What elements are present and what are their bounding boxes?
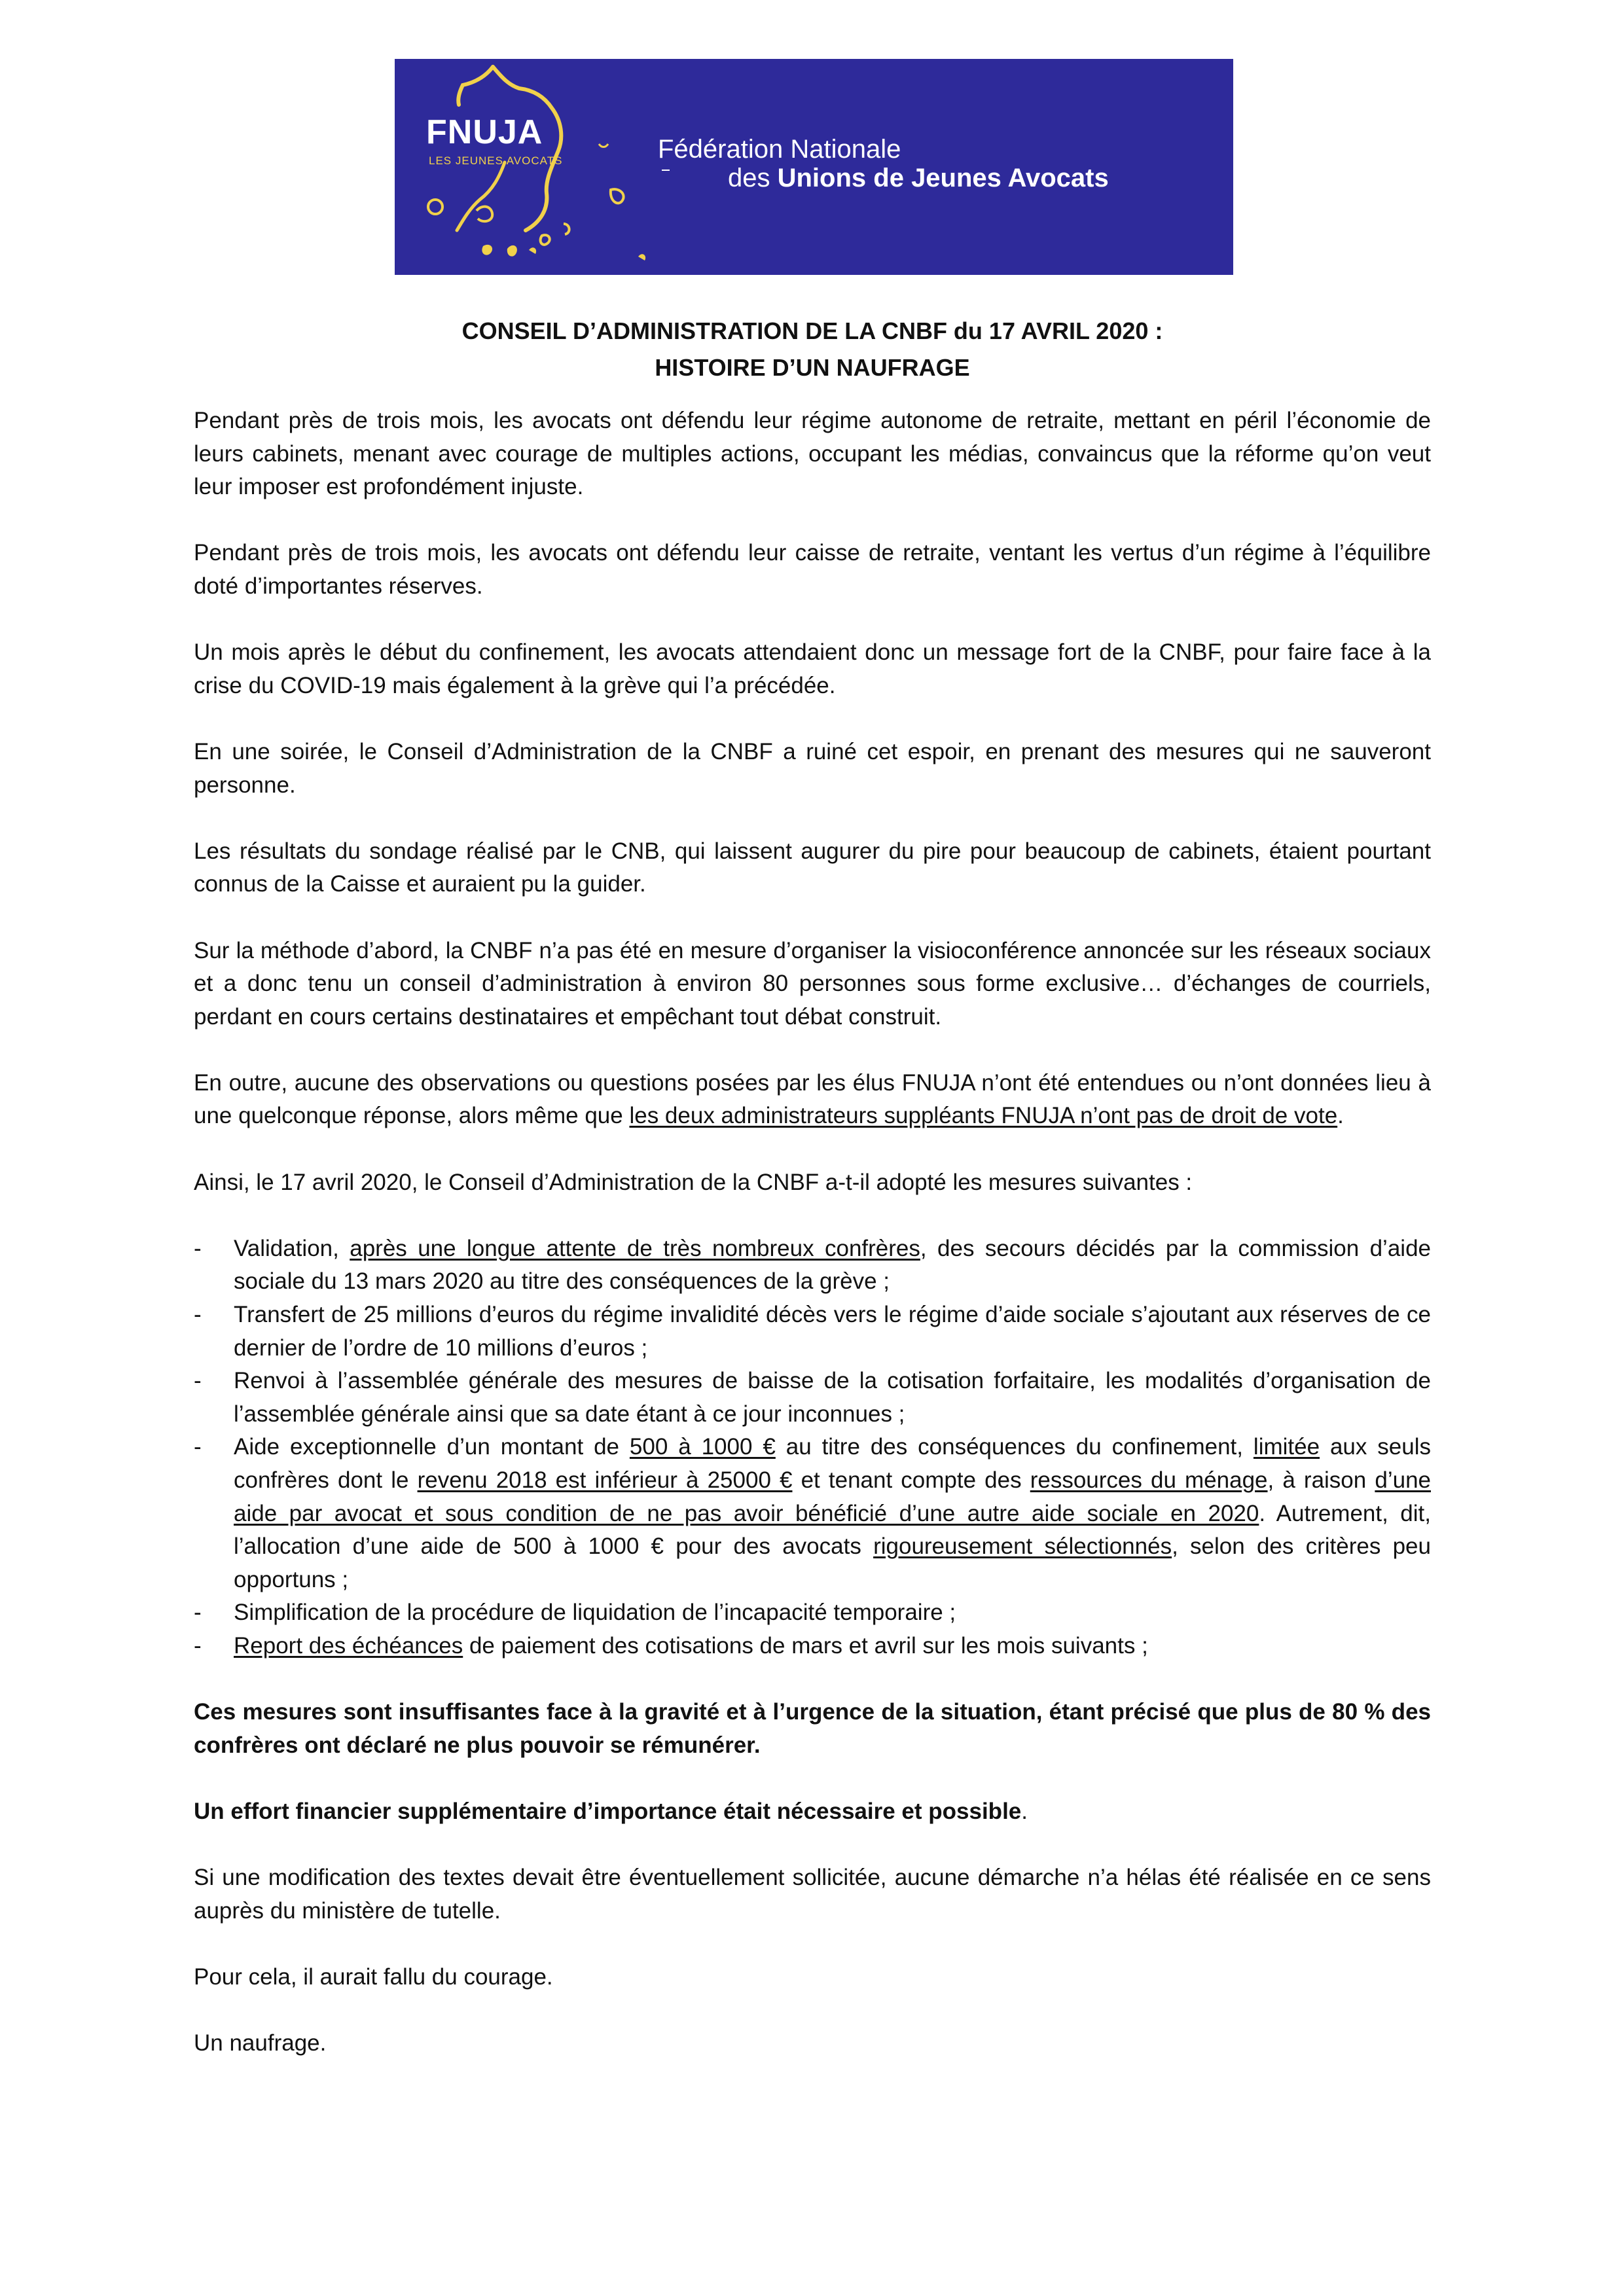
- list-item: - Validation, après une longue attente de très nombreux confrères, des secours décidés par la commission d’aide sociale du 13 mars 2020 au titre des conséquences de la grève ;: [194, 1232, 1431, 1299]
- measures-list: [194, 1232, 1431, 1663]
- paragraph-12: Pour cela, il aurait fallu du courage.: [194, 1964, 553, 1990]
- list-dash: -: [194, 1600, 202, 1626]
- paragraph-5: Les résultats du sondage réalisé par le CNB, qui laissent augurer du pire pour beaucoup de cabinets, étaient pourtant connus de la Caisse et auraient pu la guider.: [194, 838, 1431, 897]
- list-dash: -: [194, 1302, 202, 1328]
- logo-subtitle: LES JEUNES AVOCATS: [429, 154, 563, 167]
- paragraph-11: Si une modification des textes devait être éventuellement sollicitée, aucune démarche n’a hélas été réalisée en ce sens auprès du ministère de tutelle.: [194, 1865, 1431, 1924]
- list-dash: -: [194, 1368, 202, 1394]
- federation-line-2: des Unions de Jeunes Avocats: [728, 164, 1109, 192]
- list-item: - Transfert de 25 millions d’euros du régime invalidité décès vers le régime d’aide sociale s’ajoutant aux réserves de ce dernier de l’ordre de 10 millions d’euros ;: [194, 1299, 1431, 1365]
- list-item: - Simplification de la procédure de liquidation de l’incapacité temporaire ;: [194, 1596, 1431, 1630]
- list-item: - Aide exceptionnelle d’un montant de 500 à 1000 € au titre des conséquences du confinement, limitée aux seuls confrères dont le revenu 2018 est inférieur à 25000 € et tenant compte des ressources du ménage, à raison d’une aide par avocat et sous condition de ne pas avoir bénéficié d’une autre aide sociale en 2020. Autrement, dit, l’allocation d’une aide de 500 à 1000 € pour des avocats rigoureusement sélectionnés, selon des critères peu opportuns ;: [194, 1431, 1431, 1596]
- list-dash: -: [194, 1434, 202, 1460]
- title-line-2: HISTOIRE D’UN NAUFRAGE: [655, 354, 970, 381]
- paragraph-7: En outre, aucune des observations ou questions posées par les élus FNUJA n’ont été entendues ou n’ont données lieu à une quelconque réponse, alors même que les deux administrateurs suppléants FNUJA n’ont pas de droit de vote.: [194, 1069, 1431, 1129]
- paragraph-6: Sur la méthode d’abord, la CNBF n’a pas été en mesure d’organiser la visioconférence annoncée sur les réseaux sociaux et a donc tenu un conseil d’administration à environ 80 personnes sous forme exclusive… d’échanges de courriels, perdant en cours certains destinataires et empêchant tout débat construit.: [194, 937, 1431, 1030]
- paragraph-4: En une soirée, le Conseil d’Administration de la CNBF a ruiné cet espoir, en prenant des mesures qui ne sauveront personne.: [194, 738, 1431, 798]
- logo-text: FNUJA: [426, 113, 543, 151]
- list-item: - Report des échéances de paiement des cotisations de mars et avril sur les mois suivants ;: [194, 1630, 1431, 1663]
- paragraph-10: Un effort financier supplémentaire d’importance était nécessaire et possible.: [194, 1798, 1028, 1824]
- title-line-1: CONSEIL D’ADMINISTRATION DE LA CNBF du 17 AVRIL 2020 :: [461, 317, 1163, 344]
- list-dash: -: [194, 1632, 202, 1659]
- federation-line-1: Fédération Nationale: [658, 135, 901, 164]
- paragraph-8: Ainsi, le 17 avril 2020, le Conseil d’Administration de la CNBF a-t-il adopté les mesures suivantes :: [194, 1169, 1193, 1195]
- fnuja-banner: [395, 59, 1233, 275]
- paragraph-2: Pendant près de trois mois, les avocats ont défendu leur caisse de retraite, ventant les vertus d’un régime à l’équilibre doté d’importantes réserves.: [194, 540, 1431, 599]
- paragraph-13: Un naufrage.: [194, 2030, 327, 2056]
- list-dash: -: [194, 1235, 202, 1261]
- paragraph-3: Un mois après le début du confinement, les avocats attendaient donc un message fort de la CNBF, pour faire face à la crise du COVID-19 mais également à la grève qui l’a précédée.: [194, 639, 1431, 698]
- paragraph-9: Ces mesures sont insuffisantes face à la gravité et à l’urgence de la situation, étant précisé que plus de 80 % des confrères ont déclaré ne plus pouvoir se rémunérer.: [194, 1699, 1431, 1758]
- document-body: [194, 404, 1431, 2093]
- document-title: [194, 313, 1431, 386]
- list-item: - Renvoi à l’assemblée générale des mesures de baisse de la cotisation forfaitaire, les modalités d’organisation de l’assemblée générale ainsi que sa date étant à ce jour inconnues ;: [194, 1365, 1431, 1431]
- paragraph-1: Pendant près de trois mois, les avocats ont défendu leur régime autonome de retraite, mettant en péril l’économie de leurs cabinets, menant avec courage de multiples actions, occupant les médias, convaincus que la réforme qu’on veut leur imposer est profondément injuste.: [194, 408, 1431, 500]
